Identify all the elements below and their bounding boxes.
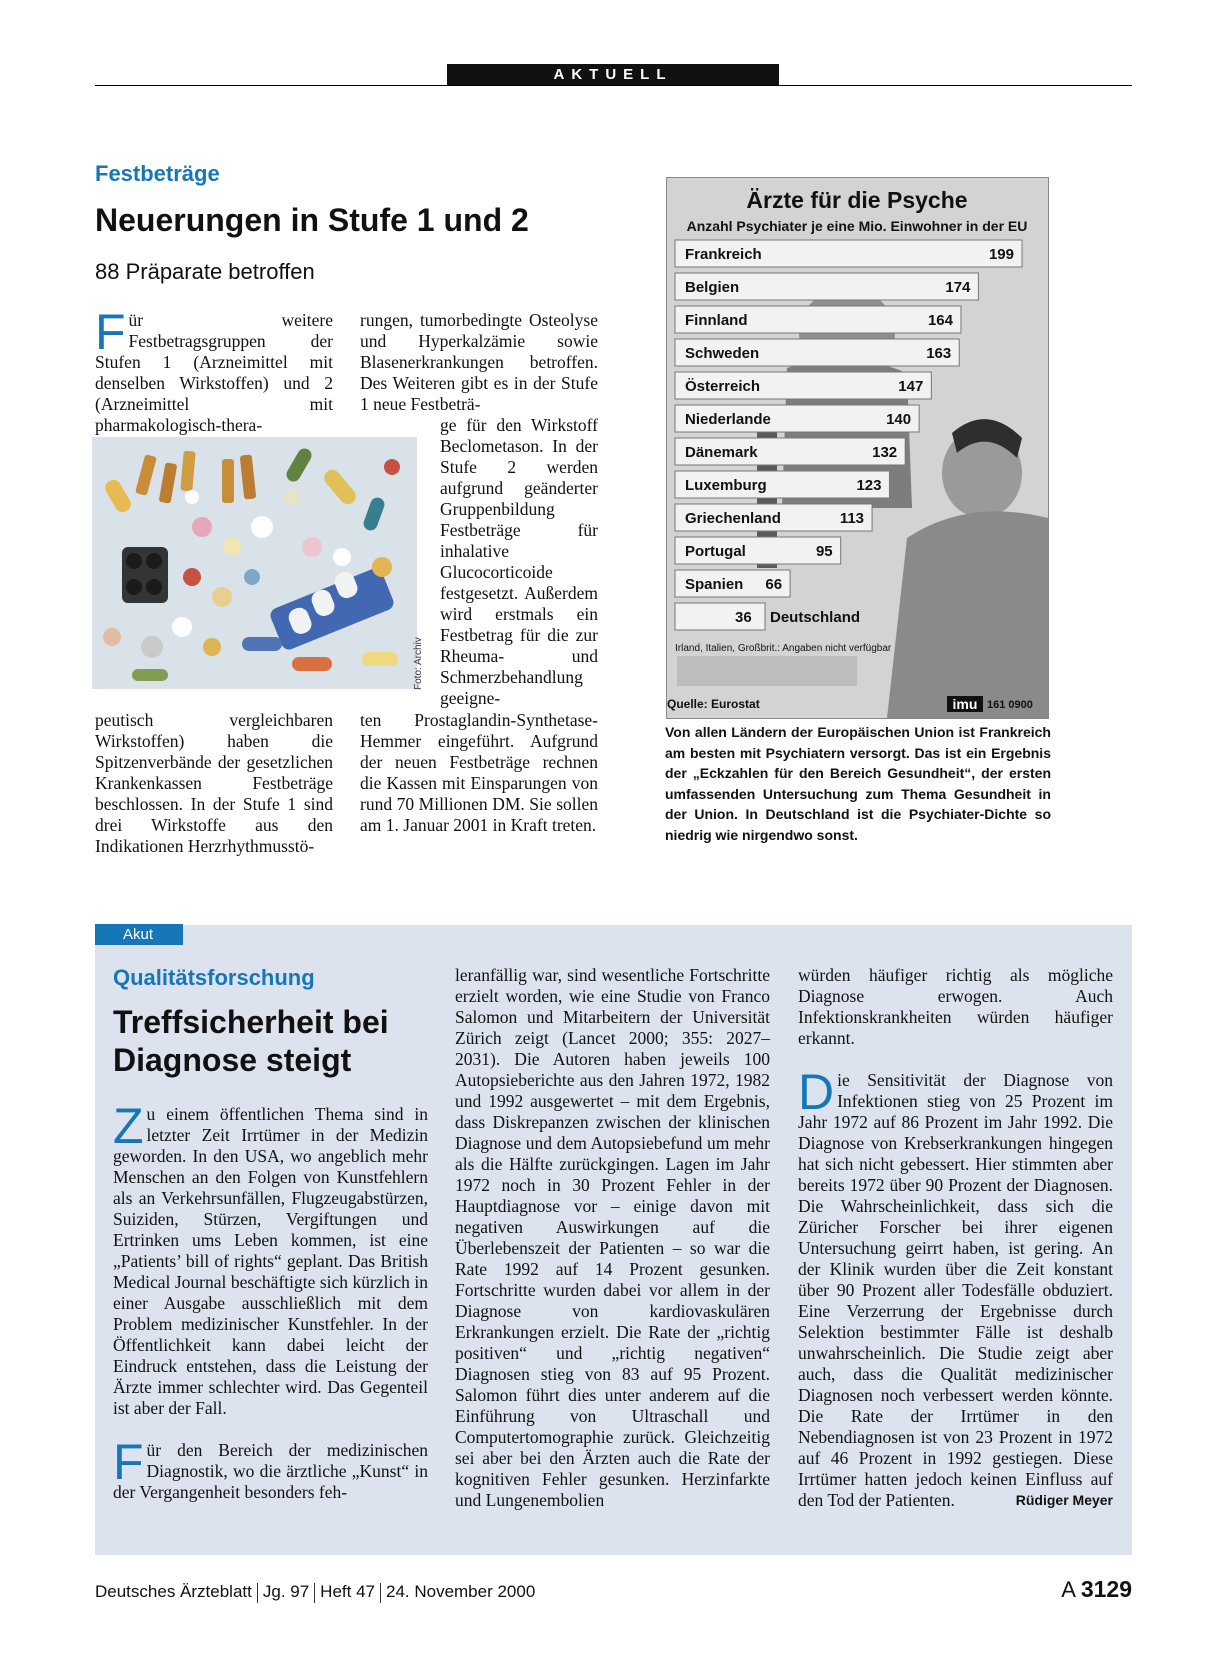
page-number — [1061, 1576, 1132, 1603]
issue: Heft 47 — [320, 1582, 375, 1601]
chart-subtitle: Anzahl Psychiater je eine Mio. Einwohner in der EU — [686, 218, 1028, 234]
issue-date: 24. November 2000 — [385, 1582, 536, 1601]
page-prefix: A — [1061, 1577, 1075, 1602]
article1-subtitle: 88 Präparate betroffen — [95, 259, 315, 284]
article1-title: Neuerungen in Stufe 1 und 2 — [95, 202, 529, 238]
article2-col2: leranfällig war, sind wesentliche Fortschritte erzielt worden, wie eine Studie von Franco Salomon und Mitarbeitern der Universität Zürich zeigt (Lancet 2000; 355: 2027–2031). Die Autoren haben jeweils 100 Autopsieberichte aus den Jahren 1972, 1982 und 1992 ausgewertet – mit dem Ergebnis, dass Diskrepanzen zwischen der klinischen Diagnose und dem Autopsiebefund um mehr als die Hälfte zurückgingen. Lagen im Jahr 1972 noch in 30 Prozent Fehler in der Hauptdiagnose vor – einige davon mit negativen Auswirkungen auf die Überlebenszeit der Patienten – so war die Rate 1992 auf 14 Prozent gesunken. Fortschritte wurden dabei vor allem in der Diagnose von kardiovaskulären Erkrankungen erzielt. Die Rate der „richtig positiven“ und „richtig negativen“ Diagnosen stieg von 83 auf 95 Prozent. Salomon führt dies unter anderem auf die Einführung von Ultraschall und Computertomographie zurück. Gleichzeitig sei aber bei den Ärzten auch die Rate der kognitiven Fehler gesunken. Herzinfarkte und Lungenembolien — [455, 965, 770, 1510]
bar-category-label: Luxemburg — [685, 477, 767, 494]
article1-kicker: Festbeträge — [95, 161, 220, 186]
article1-col1-bottom: peutisch vergleichbaren Wirkstoffen) haben die Spitzenverbände der gesetzlichen Krankenkassen Festbeträge beschlossen. In der Stufe 1 sind drei Wirkstoffe aus den Indikationen Herzrhythmusstö- — [95, 710, 333, 856]
journal-name: Deutsches Ärzteblatt — [95, 1582, 252, 1601]
chart-source: Quelle: Eurostat — [667, 697, 760, 711]
chart-code: 161 0900 — [987, 699, 1033, 711]
article2-col1 — [113, 1098, 428, 1503]
pills-illustration — [92, 437, 417, 689]
bar-value-label: 66 — [765, 576, 783, 593]
psychiatrist-chart — [666, 177, 1049, 719]
bar-category-label: Spanien — [685, 576, 744, 593]
bar-category-label: Finnland — [685, 312, 748, 329]
article2-paragraph-1 — [113, 1098, 428, 1419]
page-value: 3129 — [1080, 1576, 1132, 1602]
bar-category-label: Niederlande — [685, 411, 771, 428]
drop-cap: D — [798, 1064, 835, 1120]
footer — [95, 1582, 535, 1603]
article2-p1-text: u einem öffentlichen Thema sind in letzter Zeit Irrtümer in der Medizin geworden. In den USA, wo angeblich mehr Menschen an den Folgen von Kunstfehlern als an Verkehrsunfällen, Flugzeugabstürzen, Suiziden, Stürzen, Vergiftungen und Ertrinken ums Leben kommen, ist eine „Patients’ bill of rights“ geplant. Das British Medical Journal beschäftigte sich kürzlich in einer Ausgabe ausschließlich mit dem Problem medizinischer Kunstfehler. In der Öffentlichkeit kann dabei leicht der Eindruck entstehen, dass die Leistung der Ärzte immer schlechter wird. Das Gegenteil ist aber der Fall. — [113, 1104, 428, 1418]
bar-category-label: Portugal — [685, 543, 746, 560]
article1-col2-mid: ge für den Wirkstoff Beclometason. In der Stufe 2 werden aufgrund geänderter Gruppenbildung Festbeträge für inhalative Glucocorticoide festgesetzt. Außerdem wird erstmals ein Festbetrag für die zur Rheuma- und Schmerzbehandlung geeigne- — [440, 415, 598, 708]
article1-col2-top: rungen, tumorbedingte Osteolyse und Hyperkalzämie sowie Blasenerkrankungen betroffen. Des Weiteren gibt es in der Stufe 1 neue Festbeträ- — [360, 310, 598, 414]
chart-note: Irland, Italien, Großbrit.: Angaben nicht verfügbar — [675, 643, 892, 654]
bar-value-label: 147 — [898, 378, 924, 395]
article2-col3-paragraph-2 — [798, 1064, 1113, 1511]
article2-kicker: Qualitätsforschung — [113, 965, 315, 990]
article2-col3-paragraph-1: würden häufiger richtig als mögliche Diagnose erwogen. Auch Infektionskrankheiten würden häufiger erkannt. — [798, 965, 1113, 1048]
akut-tag: Akut — [95, 924, 183, 945]
bar-value-label: 164 — [927, 312, 953, 329]
drop-cap: F — [95, 304, 126, 360]
bar-value-label: 132 — [872, 444, 898, 461]
volume: Jg. 97 — [262, 1582, 310, 1601]
bar-value-label: 163 — [926, 345, 952, 362]
bar-value-label: 123 — [856, 477, 882, 494]
article2-col3 — [798, 965, 1113, 1511]
article1-col1-top — [95, 304, 333, 436]
article2-col3-p2-text: ie Sensitivität der Diagnose von Infektionen stieg von 25 Prozent im Jahr 1972 auf 86 Prozent im Jahr 1992. Die Diagnose von Krebserkrankungen hingegen hat sich nicht gebessert. Hier stimmten aber bereits 1972 über 90 Prozent der Diagnosen. Die Wahrscheinlichkeit, dass sich die Züricher Forscher bei ihrer eigenen Untersuchung geirrt haben, ist gering. An der Klinik wurden über die Zeit konstant über 90 Prozent aller Todesfälle obduziert. Eine Verzerrung der Ergebnisse durch Selektion bestimmter Fälle ist deshalb unwahrscheinlich. Die Studie zeigt aber auch, dass die Qualität medizinischer Diagnosen noch verbessert werden könnte. Die Rate der Irrtümer in den Nebendiagnosen ist von 23 Prozent in 1972 auf 46 Prozent in 1992 gestiegen. Diese Irrtümer hatten jedoch keinen Einfluss auf den Tod der Patienten. — [798, 1070, 1113, 1510]
chart-title: Ärzte für die Psyche — [746, 187, 968, 213]
bar-category-label: Österreich — [685, 378, 761, 395]
bar-category-label: Schweden — [685, 345, 760, 362]
bar-value-label: 140 — [886, 411, 912, 428]
photo-credit: Foto: Archiv — [413, 637, 424, 690]
header-rule — [95, 85, 1132, 86]
bar-value-label: 36 — [735, 609, 752, 626]
bar-category-label: Griechenland — [685, 510, 781, 527]
article2-p2-text: ür den Bereich der medizinischen Diagnostik, wo die ärztliche „Kunst“ in der Vergangenheit besonders feh- — [113, 1440, 428, 1502]
bar-category-label: Belgien — [685, 279, 740, 296]
bar-value-label: 199 — [988, 246, 1014, 263]
drop-cap: Z — [113, 1098, 144, 1154]
bar-category-label: Dänemark — [685, 444, 758, 461]
medication-photo — [92, 437, 417, 689]
article1-col2-bottom: ten Prostaglandin-Synthetase-Hemmer eingeführt. Aufgrund der neuen Festbeträge rechnen die Kassen mit Einsparungen von rund 70 Millionen DM. Sie sollen am 1. Januar 2001 in Kraft treten. — [360, 710, 598, 835]
section-rubric: AKTUELL — [447, 64, 779, 85]
chart-caption: Von allen Ländern der Europäischen Union ist Frankreich am besten mit Psychiatern versorgt. Das ist ein Ergebnis der „Eckzahlen für den Bereich Gesundheit“, der ersten umfassenden Untersuchung zum Thema Gesundheit in der Union. In Deutschland ist die Psychiater-Dichte so niedrig wie nirgendwo sonst. — [665, 724, 1051, 843]
bar-value-label: 95 — [815, 543, 833, 560]
bar-category-label: Frankreich — [685, 246, 762, 263]
bar-chart — [667, 178, 1048, 718]
imu-logo: imu — [952, 696, 978, 712]
article2-paragraph-2 — [113, 1434, 428, 1503]
article1-col1-top-text: ür weitere Festbetragsgruppen der Stufen 1 (Arzneimittel mit denselben Wirkstoffen) und 2 (Arzneimittel mit pharmakologisch-thera- — [95, 310, 333, 435]
drop-cap: F — [113, 1434, 144, 1490]
bar-value-label: 174 — [945, 279, 971, 296]
bar-value-label: 113 — [839, 510, 865, 527]
author-name: Rüdiger Meyer — [1015, 1492, 1113, 1508]
article2-title: Treffsicherheit bei Diagnose steigt — [113, 1004, 389, 1078]
bar-category-label: Deutschland — [770, 609, 861, 626]
